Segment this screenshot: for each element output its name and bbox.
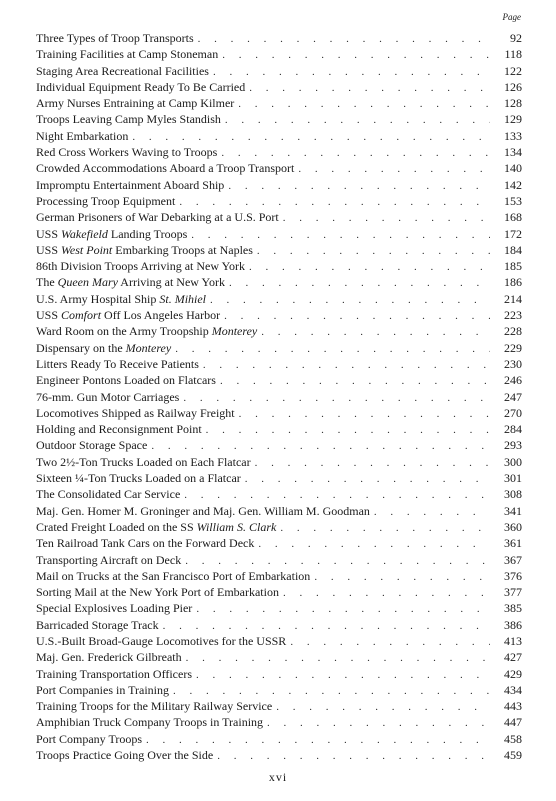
- list-item: [36, 454, 522, 470]
- entry-title: [36, 568, 310, 584]
- dot-leader: [255, 455, 490, 470]
- entry-page-number: 443: [504, 699, 522, 714]
- entry-title-text: Dispensary on the: [36, 340, 126, 355]
- list-item: [36, 503, 522, 519]
- entry-title-text: Training Troops for the Military Railway Service: [36, 699, 273, 714]
- list-item: [36, 405, 522, 421]
- dot-leader: [228, 178, 490, 193]
- entry-page-number: 122: [504, 63, 522, 78]
- entry-title-italic: Monterey: [125, 340, 172, 355]
- list-item: [36, 600, 522, 616]
- entry-title: [36, 209, 279, 225]
- entry-title: [36, 698, 272, 714]
- entry-title: [36, 356, 199, 372]
- entry-title: [36, 177, 224, 193]
- dot-leader: [221, 145, 490, 160]
- list-item: [36, 209, 522, 225]
- list-item: [36, 666, 522, 682]
- entry-title-italic: Wakefield: [61, 226, 108, 241]
- entry-title-text: Holding and Reconsignment Point: [36, 422, 202, 437]
- entry-title: [36, 535, 254, 551]
- entry-page-number: 429: [504, 666, 522, 681]
- entry-title-text: 86th Division Troops Arriving at New York: [36, 259, 246, 274]
- entry-page-number: 140: [504, 161, 522, 176]
- list-item: [36, 486, 522, 502]
- entry-title-text: Barricaded Storage Track: [36, 617, 159, 632]
- entry-title-text: Engineer Pontons Loaded on Flatcars: [36, 373, 216, 388]
- entry-title-text: Ward Room on the Army Troopship: [36, 324, 212, 339]
- list-item: [36, 128, 522, 144]
- entry-title: [36, 437, 147, 453]
- entry-title-text: Litters Ready To Receive Patients: [36, 356, 199, 371]
- entry-title-text: Embarking Troops at Naples: [112, 242, 253, 257]
- dot-leader: [257, 243, 490, 258]
- dot-leader: [198, 31, 490, 46]
- dot-leader: [239, 406, 490, 421]
- entry-page-number: 134: [504, 145, 522, 160]
- entry-title-italic: Comfort: [61, 308, 102, 323]
- page-column-header: Page: [502, 12, 521, 22]
- entry-page-number: 142: [504, 177, 522, 192]
- entry-title: [36, 731, 142, 747]
- entry-page-number: 247: [504, 389, 522, 404]
- dot-leader: [132, 129, 490, 144]
- entry-title-text: U.S. Army Hospital Ship: [36, 291, 160, 306]
- list-item: [36, 747, 522, 763]
- entry-page-number: 459: [504, 748, 522, 763]
- entry-title: [36, 193, 175, 209]
- dot-leader: [163, 618, 490, 633]
- dot-leader: [203, 357, 490, 372]
- dot-leader: [175, 341, 490, 356]
- entry-title: [36, 144, 217, 160]
- entry-title-italic: William S. Clark: [196, 519, 277, 534]
- entry-title: [36, 63, 209, 79]
- dot-leader: [151, 438, 490, 453]
- list-item: [36, 617, 522, 633]
- entry-page-number: 246: [504, 373, 522, 388]
- entry-title-text: 76-mm. Gun Motor Carriages: [36, 389, 180, 404]
- entry-title-text: Training Facilities at Camp Stoneman: [36, 47, 219, 62]
- list-item: [36, 111, 522, 127]
- list-item: [36, 714, 522, 730]
- list-item: [36, 95, 522, 111]
- entry-page-number: 293: [504, 438, 522, 453]
- entry-page-number: 230: [504, 356, 522, 371]
- entry-page-number: 434: [504, 682, 522, 697]
- entry-title-text: Arriving at New York: [117, 275, 225, 290]
- entry-page-number: 377: [504, 585, 522, 600]
- entry-title-text: Staging Area Recreational Facilities: [36, 63, 209, 78]
- entry-title: [36, 552, 181, 568]
- entry-title: [36, 389, 179, 405]
- entry-title: [36, 405, 235, 421]
- entry-page-number: 385: [504, 601, 522, 616]
- entry-page-number: 458: [504, 731, 522, 746]
- list-item: [36, 177, 522, 193]
- dot-leader: [220, 373, 490, 388]
- dot-leader: [258, 536, 490, 551]
- entry-title: [36, 747, 213, 763]
- entry-title-text: Special Explosives Loading Pier: [36, 601, 193, 616]
- entry-page-number: 367: [504, 552, 522, 567]
- entry-title-italic: West Point: [61, 242, 113, 257]
- entry-title-text: Ten Railroad Tank Cars on the Forward Deck: [36, 536, 255, 551]
- entry-title-text: Training Transportation Officers: [36, 666, 192, 681]
- list-item: [36, 160, 522, 176]
- illustrations-list: [36, 30, 522, 763]
- list-item: [36, 552, 522, 568]
- entry-page-number: 341: [504, 503, 522, 518]
- entry-page-number: 223: [504, 308, 522, 323]
- dot-leader: [249, 80, 490, 95]
- entry-title: [36, 486, 180, 502]
- entry-page-number: 386: [504, 617, 522, 632]
- dot-leader: [184, 487, 490, 502]
- dot-leader: [225, 112, 490, 127]
- entry-title-text: The Consolidated Car Service: [36, 487, 181, 502]
- entry-page-number: 128: [504, 96, 522, 111]
- dot-leader: [217, 748, 490, 763]
- entry-title: [36, 307, 220, 323]
- list-item: [36, 682, 522, 698]
- entry-title-text: USS: [36, 308, 62, 323]
- list-item: [36, 535, 522, 551]
- list-item: [36, 568, 522, 584]
- entry-title-text: Night Embarkation: [36, 128, 129, 143]
- entry-title: [36, 503, 370, 519]
- list-item: [36, 470, 522, 486]
- entry-title-text: Impromptu Entertainment Aboard Ship: [36, 177, 225, 192]
- entry-page-number: 229: [504, 340, 522, 355]
- list-item: [36, 731, 522, 747]
- entry-title: [36, 666, 192, 682]
- dot-leader: [224, 308, 490, 323]
- list-item: [36, 226, 522, 242]
- entry-title-text: The: [36, 275, 58, 290]
- list-item: [36, 323, 522, 339]
- list-item: [36, 144, 522, 160]
- list-item: [36, 437, 522, 453]
- entry-title: [36, 633, 286, 649]
- entry-page-number: 214: [504, 291, 522, 306]
- entry-page-number: 184: [504, 242, 522, 257]
- entry-title-text: Off Los Angeles Harbor: [101, 308, 221, 323]
- entry-title: [36, 160, 294, 176]
- list-item: [36, 30, 522, 46]
- entry-title: [36, 111, 221, 127]
- dot-leader: [314, 569, 490, 584]
- entry-title: [36, 242, 253, 258]
- list-item: [36, 291, 522, 307]
- entry-title: [36, 584, 279, 600]
- list-item: [36, 389, 522, 405]
- entry-page-number: 172: [504, 226, 522, 241]
- list-item: [36, 356, 522, 372]
- entry-title-text: Army Nurses Entraining at Camp Kilmer: [36, 96, 235, 111]
- dot-leader: [290, 634, 490, 649]
- dot-leader: [146, 732, 490, 747]
- entry-title: [36, 226, 187, 242]
- list-item: [36, 193, 522, 209]
- dot-leader: [179, 194, 490, 209]
- entry-page-number: 153: [504, 193, 522, 208]
- entry-title-text: Crated Freight Loaded on the SS: [36, 519, 197, 534]
- list-item: [36, 698, 522, 714]
- list-item: [36, 258, 522, 274]
- dot-leader: [185, 553, 490, 568]
- list-item: [36, 584, 522, 600]
- entry-title-text: Port Company Troops: [36, 731, 143, 746]
- entry-page-number: 185: [504, 259, 522, 274]
- list-item: [36, 421, 522, 437]
- dot-leader: [196, 667, 490, 682]
- dot-leader: [238, 96, 490, 111]
- entry-page-number: 308: [504, 487, 522, 502]
- entry-page-number: 447: [504, 715, 522, 730]
- entry-page-number: 376: [504, 568, 522, 583]
- entry-page-number: 186: [504, 275, 522, 290]
- entry-title: [36, 291, 206, 307]
- entry-page-number: 129: [504, 112, 522, 127]
- dot-leader: [276, 699, 490, 714]
- dot-leader: [249, 259, 490, 274]
- dot-leader: [261, 324, 490, 339]
- entry-title: [36, 95, 234, 111]
- entry-title: [36, 258, 245, 274]
- dot-leader: [245, 471, 490, 486]
- entry-title-text: U.S.-Built Broad-Gauge Locomotives for the USSR: [36, 633, 287, 648]
- entry-title-text: Individual Equipment Ready To Be Carried: [36, 79, 246, 94]
- entry-title-text: USS: [36, 226, 62, 241]
- list-item: [36, 372, 522, 388]
- entry-page-number: 270: [504, 405, 522, 420]
- entry-title: [36, 600, 192, 616]
- list-item: [36, 63, 522, 79]
- entry-title: [36, 682, 169, 698]
- entry-title-text: Locomotives Shipped as Railway Freight: [36, 405, 235, 420]
- entry-title: [36, 372, 216, 388]
- entry-page-number: 92: [510, 31, 522, 45]
- list-item: [36, 274, 522, 290]
- dot-leader: [213, 64, 490, 79]
- list-item: [36, 519, 522, 535]
- entry-title: [36, 454, 251, 470]
- entry-page-number: 133: [504, 128, 522, 143]
- entry-title: [36, 714, 263, 730]
- entry-page-number: 361: [504, 536, 522, 551]
- dot-leader: [298, 161, 490, 176]
- dot-leader: [183, 390, 490, 405]
- entry-title: [36, 617, 159, 633]
- dot-leader: [283, 210, 490, 225]
- entry-title: [36, 128, 128, 144]
- entry-page-number: 126: [504, 79, 522, 94]
- entry-title-text: Sorting Mail at the New York Port of Embarkation: [36, 585, 279, 600]
- dot-leader: [191, 227, 490, 242]
- list-item: [36, 649, 522, 665]
- entry-title-text: Maj. Gen. Frederick Gilbreath: [36, 650, 182, 665]
- entry-title-text: German Prisoners of War Debarking at a U.S. Port: [36, 210, 279, 225]
- entry-title: [36, 30, 194, 46]
- dot-leader: [196, 601, 490, 616]
- entry-title-text: Troops Practice Going Over the Side: [36, 748, 214, 763]
- entry-title-italic: St. Mihiel: [159, 291, 207, 306]
- list-item: [36, 242, 522, 258]
- entry-title-text: Maj. Gen. Homer M. Groninger and Maj. Gen. William M. Goodman: [36, 503, 370, 518]
- entry-page-number: 360: [504, 519, 522, 534]
- entry-page-number: 118: [504, 47, 522, 62]
- dot-leader: [186, 650, 490, 665]
- entry-title-text: Troops Leaving Camp Myles Standish: [36, 112, 221, 127]
- entry-title-text: Crowded Accommodations Aboard a Troop Transport: [36, 161, 295, 176]
- entry-title-text: Three Types of Troop Transports: [36, 31, 194, 45]
- dot-leader: [229, 275, 490, 290]
- list-item: [36, 46, 522, 62]
- dot-leader: [222, 47, 490, 62]
- dot-leader: [280, 520, 490, 535]
- entry-page-number: 427: [504, 650, 522, 665]
- entry-page-number: 413: [504, 633, 522, 648]
- entry-title-text: USS: [36, 242, 62, 257]
- entry-page-number: 284: [504, 422, 522, 437]
- dot-leader: [267, 715, 490, 730]
- entry-page-number: 301: [504, 471, 522, 486]
- dot-leader: [210, 292, 490, 307]
- dot-leader: [374, 504, 490, 519]
- dot-leader: [173, 683, 490, 698]
- entry-title-text: Two 2½-Ton Trucks Loaded on Each Flatcar: [36, 454, 251, 469]
- dot-leader: [283, 585, 490, 600]
- entry-title-text: Outdoor Storage Space: [36, 438, 148, 453]
- entry-title-italic: Monterey: [211, 324, 258, 339]
- list-item: [36, 79, 522, 95]
- entry-title-text: Port Companies in Training: [36, 682, 170, 697]
- entry-title-text: Red Cross Workers Waving to Troops: [36, 145, 218, 160]
- entry-title: [36, 323, 257, 339]
- entry-page-number: 228: [504, 324, 522, 339]
- entry-title: [36, 274, 225, 290]
- entry-title: [36, 340, 171, 356]
- entry-title: [36, 519, 276, 535]
- entry-title-italic: Queen Mary: [57, 275, 118, 290]
- entry-title: [36, 46, 218, 62]
- dot-leader: [206, 422, 490, 437]
- entry-title-text: Processing Troop Equipment: [36, 193, 176, 208]
- entry-title: [36, 470, 241, 486]
- entry-title-text: Amphibian Truck Company Troops in Training: [36, 715, 264, 730]
- list-item: [36, 340, 522, 356]
- entry-title-text: Mail on Trucks at the San Francisco Port of Embarkation: [36, 568, 311, 583]
- entry-title-text: Landing Troops: [107, 226, 188, 241]
- entry-title: [36, 421, 202, 437]
- list-item: [36, 633, 522, 649]
- entry-title: [36, 79, 245, 95]
- list-item: [36, 307, 522, 323]
- entry-page-number: 168: [504, 210, 522, 225]
- entry-title-text: Transporting Aircraft on Deck: [36, 552, 182, 567]
- entry-title: [36, 649, 182, 665]
- page-number: xvi: [268, 770, 288, 784]
- entry-title-text: Sixteen ¼-Ton Trucks Loaded on a Flatcar: [36, 471, 241, 486]
- entry-page-number: 300: [504, 454, 522, 469]
